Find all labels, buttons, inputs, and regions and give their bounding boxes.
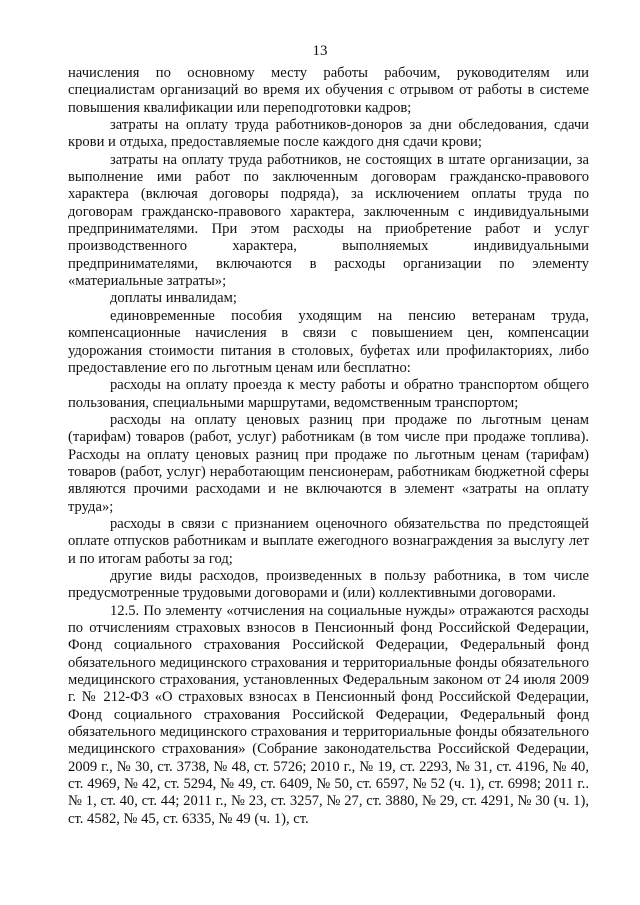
page-number: 13 xyxy=(312,43,328,59)
paragraph: расходы в связи с признанием оценочного обязательства по предстоящей оплате отпусков работникам и выплате ежегодного вознаграждения за выслугу лет и по итогам работы за год; xyxy=(68,515,589,567)
paragraph: расходы на оплату ценовых разниц при продаже по льготным ценам (тарифам) товаров (работ, услуг) работникам (в том числе при продаже топлива). Расходы на оплату ценовых разниц при продаже по льготным ценам (тарифам) товаров (работ, услуг) неработающим пенсионерам, работникам бюджетной сферы являются прочими расходами и не включаются в элемент «затраты на оплату труда»; xyxy=(68,411,589,515)
paragraph: единовременные пособия уходящим на пенсию ветеранам труда, компенсационные начисления в связи с повышением цен, компенсации удорожания стоимости питания в столовых, буфетах или профилакториях, либо предоставление его по льготным ценам или бесплатно: xyxy=(68,307,589,376)
paragraph-continued: начисления по основному месту работы рабочим, руководителям или специалистам организаций во время их обучения с отрывом от работы в системе повышения квалификации или переподготовки кадров; xyxy=(68,65,589,116)
paragraph: другие виды расходов, произведенных в пользу работника, в том числе предусмотренные трудовыми договорами и (или) коллективными договорами. xyxy=(68,567,589,602)
paragraph: доплаты инвалидам; xyxy=(110,290,237,307)
paragraph: затраты на оплату труда работников-доноров за дни обследования, сдачи крови и отдыха, предоставляемые после каждого дня сдачи крови; xyxy=(68,117,589,151)
document-body xyxy=(68,65,589,828)
paragraph-section-12-5: 12.5. По элементу «отчисления на социальные нужды» отражаются расходы по отчислениям страховых взносов в Пенсионный фонд Российской Федерации, Фонд социального страхования Российской Федерации, Федеральный фонд обязательного медицинского страхования и территориальные фонды обязательного медицинского страхования, установленных Федеральным законом от 24 июля 2009 г. № 212-ФЗ «О страховых взносах в Пенсионный фонд Российской Федерации, Фонд социального страхования Российской Федерации, Федеральный фонд обязательного медицинского страхования и территориальные фонды обязательного медицинского страхования» (Собрание законодательства Российской Федерации, 2009 г., № 30, ст. 3738, № 48, ст. 5726; 2010 г., № 19, ст. 2293, № 31, ст. 4196, № 40, ст. 4969, № 42, ст. 5294, № 49, ст. 6409, № 50, ст. 6597, № 52 (ч. 1), ст. 6998; 2011 г.. № 1, ст. 40, ст. 44; 2011 г., № 23, ст. 3257, № 27, ст. 3880, № 29, ст. 4291, № 30 (ч. 1), ст. 4582, № 45, ст. 6335, № 49 (ч. 1), ст. xyxy=(68,602,589,827)
paragraph: затраты на оплату труда работников, не состоящих в штате организации, за выполнение ими работ по заключенным договорам гражданско-правового характера (включая договоры подряда), за исключением оплаты труда по договорам гражданско-правового характера, заключенным с индивидуальными предпринимателями. При этом расходы на приобретение работ и услуг производственного характера, выполняемых индивидуальными предпринимателями, включаются в расходы организации по элементу «материальные затраты»; xyxy=(68,151,589,290)
paragraph: расходы на оплату проезда к месту работы и обратно транспортом общего пользования, специальными маршрутами, ведомственным транспортом; xyxy=(68,377,589,411)
